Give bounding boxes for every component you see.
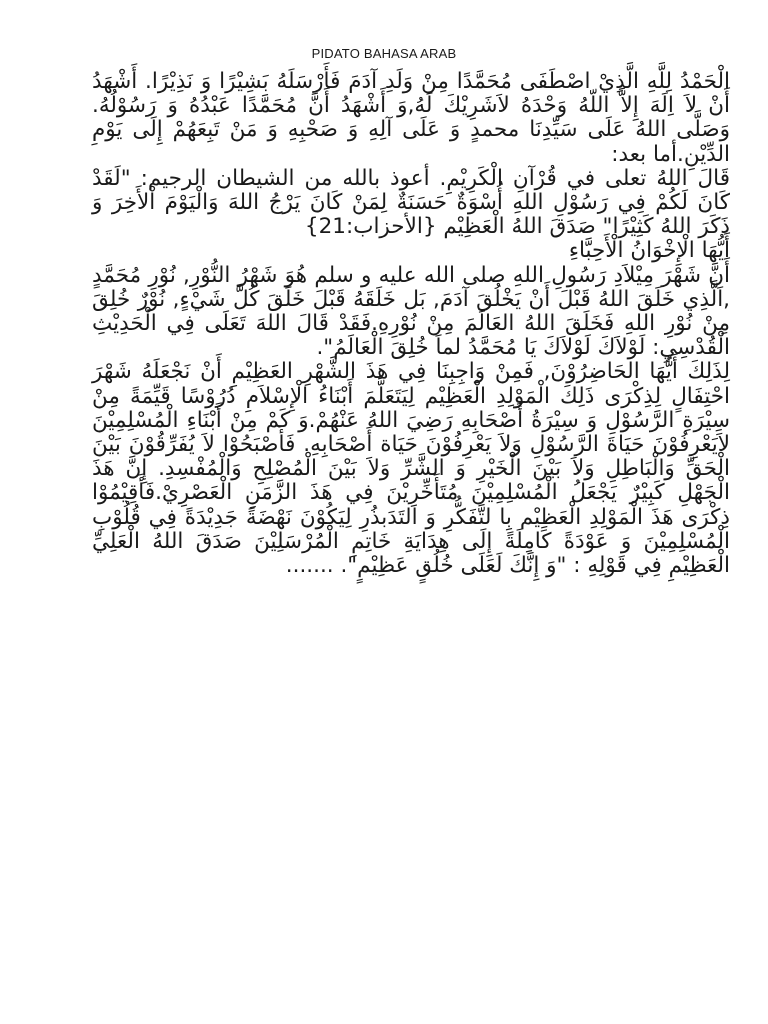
document-title: PIDATO BAHASA ARAB [311,46,457,61]
document-body [92,70,730,578]
paragraph-greeting: أَيُّهَا الْإِخْوَانُ الْأَحِبَّاءِ [568,238,730,264]
paragraph-closing: لِذَلِكَ أَيُّهَا الحَاضِرُوْنَ, فَمِنْ وَاجِبِنَا فِي هَذَ الشَّهْرِ العَظِيْمِ أَنْ نَجْعَلَهُ شَهْرَ احْتِفَالٍ لِذِكْرَى ذَلِكَ الْمَوْلِدِ الْعَظِيْم لِيَتَعَلَّمَ أَبْنَاءُ الْإِسْلاَمِ دُرُوْسًا قَيِّمَةً مِنْ سِيْرَةِ الرَّسُوْلِ وَ سِيْرَةُ أَصْحَابِهِ رَضِيَ اللهُ عَنْهُمْ.وَ كَمْ مِنْ أَبْنَاءِ الْمُسْلِمِيْنَ لاَيَعْرِفُوْنَ حَيَاةَ الرَّسُوْلِ وَلاَ يَعْرِفُوْنَ حَيَاة أَصْحَابِهِ. فَأَصْبَحُوْا لاَ يُفَرِّقُوْنَ بَيْنَ الْحَقِّ وَالْبَاطِلِ وَلاَ بَيْنَ الْخَيْرِ وَ الشَّرِّ وَلاَ بَيْنَ الْمُصْلِحِ وَالْمُفْسِدِ. إِنَّ هَذَ الْجَهْلِ كَبِيْرٌ يَجْعَلُ الْمُسْلِمِيْنَ مُتَأَخِّرِيْنَ فِي هَذَ الزَّمَنِ الْعَصْرِيْ.فَأَقِيْمُوْا ذِكْرَى هَذَ الْمَوْلِدِ الْعَظِيْم بِا لتَّفَكُّرِ وَ التَدَبذُرِ لِيَكُوْنَ نَهْضَةً جَدِيْدَةً فِي قُلُوْبِ الْمُسْلِمِيْنَ وَ عَوْدَةً كَامِلَةً إِلَى هِدَايَةِ خَاتِمِ الْمُرْسَلِيْنَ صَدَقَ اللهُ الْعَلِيِّ الْعَظِيْمِ فِي قَوْلِهِ : "وَ إِنَّكَ لَعَلَى خُلُقٍ عَظِيْمٍ". ....... [92,359,730,579]
paragraph-month-of-light: أَنَّ شَهْرَ مِيْلاَدِ رَسُولِ اللهِ صلى الله عليه و سلم هُوَ شَهْرُ النُّوْرِ, نُوْرِ مُحَمَّدٍ ,اَلَّذِي خَلَقَ اللهُ قَبْلَ أَنْ يَخْلُقَ آدَمَ, بَل خَلَقَهُ قَبْلَ خَلَقَ كُلَّ شَيْءٍ, نُوْرٌ خُلِقَ مِنْ نُوْرِ اللهِ فَخَلَقَ اللهُ العَالَمَ مِنْ نُوْرِهِ.فَقَدْ قَالَ اللهَ تَعَلَى فِي الْحَدِيْثِ الْقُدْسِيِ: لَوْلاَكَ لَوْلاَكَ يَا مُحَمَّدُ لماَ خُلِقَ الْعَالَمُ". [92,262,730,361]
paragraph-quran-quote: قَالَ اللهُ تعلى في قُرْآنِ الْكَرِيْمِ. أعوذ بالله من الشيطان الرجيم: "لَقَدْ كَانَ لَكُمْ فِي رَسُوْلِ اللهِ أُسْوَةٌ حَسَنَةٌ لِمَنْ كَانَ يَرْجُ اللهَ وَالْيَوْمَ اْلأَخِرَ وَ ذَكَرَ اللهُ كَثِيْرًا" صَدَقَ اللهُ الْعَظِيْم {الأحزاب:21} [92,165,730,240]
paragraph-opening-praise: الْحَمْدُ لِلَّهِ الَّذِيْ اصْطَفَى مُحَمَّدًا مِنْ وَلَدِ آدَمَ فَأَرْسَلَهُ بَشِيْرًا وَ نَذِيْرًا. أَشْهَدُ أَنْ لاَ اِلَهَ إِلاَّ اللّهُ وَحْدَهُ لاَشَرِيْكَ لَهُ,وَ أَشْهَدُ أَنَّ مُحَمَّدًا عَبْدُهُ وَ رَسُوْلُهُ. وَصَلَّى اللهُ عَلَى سَيِّدِنَا محمدٍ وَ عَلَى آلِهِ وَ صَحْبِهِ وَ مَنْ تَبِعَهُمْ إِلَى يَوْمِ الدِّيْنِ.أما بعد: [92,69,730,167]
